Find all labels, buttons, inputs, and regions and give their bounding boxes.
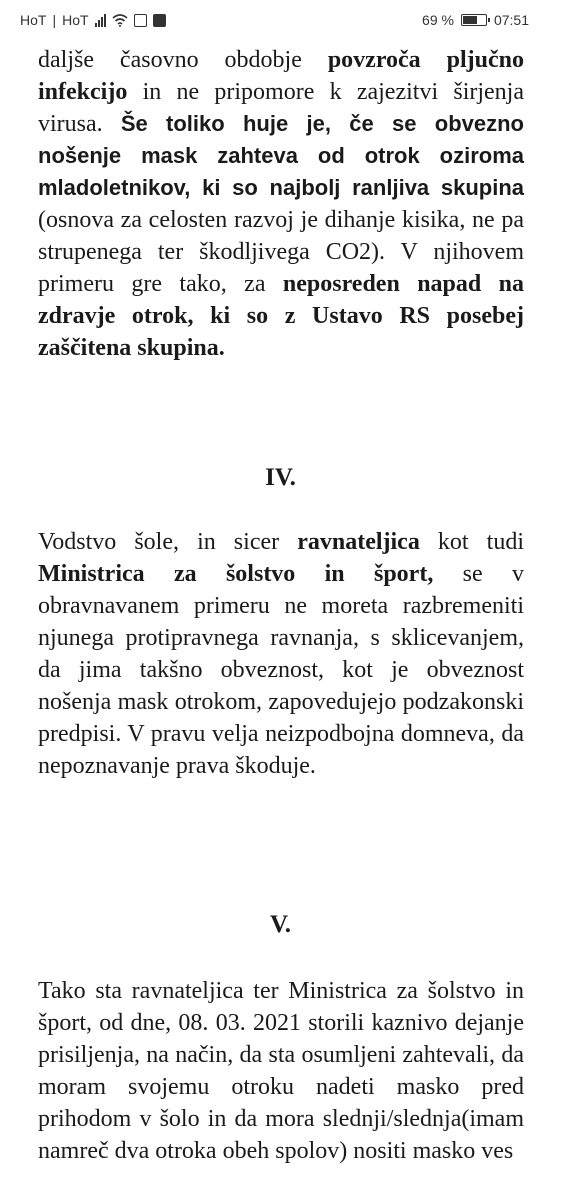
status-left <box>20 11 166 29</box>
paragraph-section-v <box>38 975 524 1167</box>
battery-icon <box>461 14 487 26</box>
text-run: kot tudi <box>419 529 524 555</box>
carrier-separator: | <box>52 12 57 28</box>
text-run: daljše časovno obdobje <box>38 47 328 73</box>
clock: 07:51 <box>493 12 529 28</box>
signal-icon <box>95 14 106 27</box>
text-run: se v obravnavanem primeru ne moreta razbremeniti njunega protipravnega ravnanja, s sklicevanjem, da jima takšno obveznost, kot je obveznost nošenja mask otrokom, zapovedujejo podzakonski predpisi. V pravu velja neizpodbojna domneva, da nepoznavanje prava škoduje. <box>38 561 524 779</box>
carrier-1: HoT <box>20 12 47 28</box>
carrier-2: HoT <box>62 12 89 28</box>
text-run: in ne pripomore k zajezitvi širjenja virusa. <box>38 79 524 137</box>
bold-run: ravnateljica <box>297 529 420 555</box>
paragraph-section-iv <box>38 526 524 782</box>
paragraph-3-continued <box>38 44 524 364</box>
battery-percent: 69 % <box>422 12 454 28</box>
status-right <box>422 11 529 29</box>
text-run: (osnova za celosten razvoj je dihanje kisika, ne pa strupenega ter škodljivega CO2). V njihovem primeru gre tako, za <box>38 207 524 297</box>
paragraph-text: Tako sta ravnateljica ter Ministrica za šolstvo in šport, od dne, 08. 03. 2021 storili kaznivo dejanje prisiljenja, na način, da sta osumljeni zahtevali, da moram svojemu otroku nadeti masko pred prihodom v šolo in da mora slednji/slednja(imam namreč dva otroka obeh spolov) nositi masko ves <box>38 978 524 1164</box>
section-heading-v: V. <box>269 911 292 938</box>
bold-run: neposreden napad na zdravje otrok, ki so z Ustavo RS posebej zaščitena skupina. <box>38 271 525 361</box>
bold-run: povzroča pljučno infekcijo <box>38 47 524 105</box>
status-bar <box>0 0 561 44</box>
notification-icon <box>153 14 166 27</box>
wifi-icon <box>112 14 128 27</box>
message-icon <box>134 14 147 27</box>
bold-run: Še toliko huje je, če se obvezno nošenje mask zahteva od otrok oziroma mladoletnikov, ki so najbolj ranljiva skupina <box>38 111 524 200</box>
paragraph-text <box>38 526 524 782</box>
bold-run: Ministrica za šolstvo in šport, <box>38 561 434 587</box>
section-heading-iv: IV. <box>265 464 296 491</box>
paragraph-text <box>38 44 524 364</box>
text-run: Vodstvo šole, in sicer <box>38 529 298 555</box>
